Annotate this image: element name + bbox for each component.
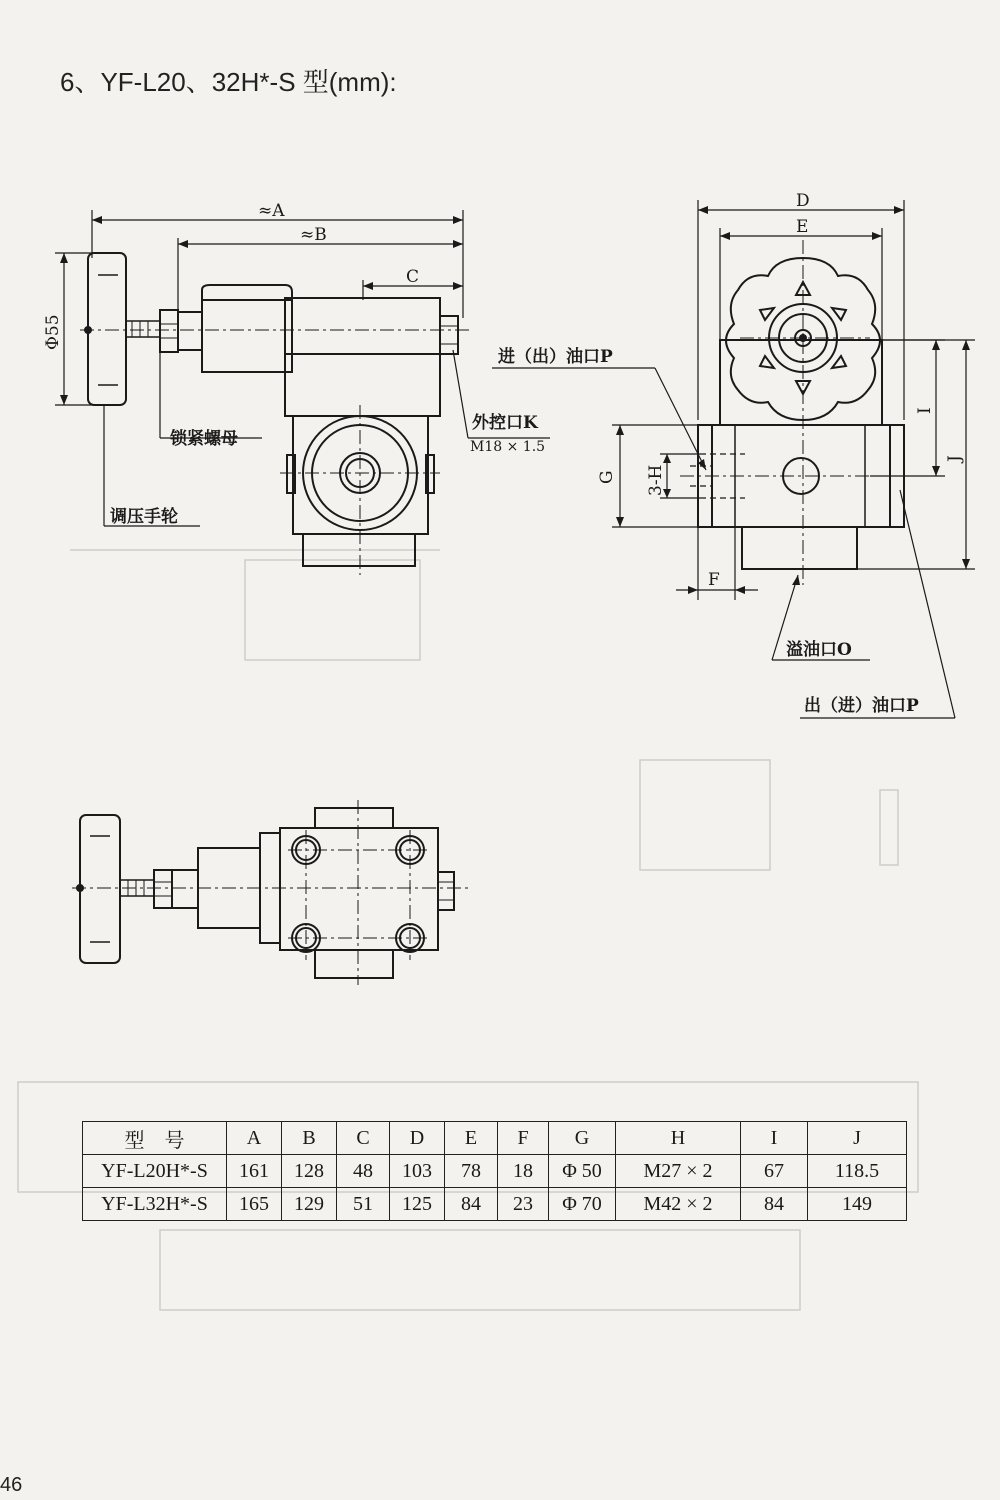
page-heading: 6、YF-L20、32H*-S 型(mm): xyxy=(60,67,397,97)
cell-C: 51 xyxy=(337,1188,390,1221)
top-handwheel-shape xyxy=(80,815,120,963)
cell-F: 23 xyxy=(498,1188,549,1221)
cell-A: 161 xyxy=(227,1155,282,1188)
cell-B: 129 xyxy=(282,1188,337,1221)
side-view-dimensions xyxy=(492,200,975,718)
cell-I: 84 xyxy=(741,1188,808,1221)
cell-I: 67 xyxy=(741,1155,808,1188)
header-I: I xyxy=(741,1122,808,1155)
cell-A: 165 xyxy=(227,1188,282,1221)
header-H: H xyxy=(616,1122,741,1155)
ext-port-fitting xyxy=(440,316,458,354)
table-row xyxy=(83,1188,907,1221)
header-B: B xyxy=(282,1122,337,1155)
header-model: 型 号 xyxy=(83,1122,227,1155)
cell-F: 18 xyxy=(498,1155,549,1188)
dim-E-label: E xyxy=(796,217,809,237)
cell-C: 48 xyxy=(337,1155,390,1188)
dim-G-label: G xyxy=(597,470,617,484)
handwheel-label: 调压手轮 xyxy=(110,507,178,527)
side-view-arrows xyxy=(616,206,970,594)
header-J: J xyxy=(808,1122,907,1155)
header-A: A xyxy=(227,1122,282,1155)
overflow-port-label: 溢油口O xyxy=(786,640,852,660)
dim-A-label: ≈A xyxy=(258,201,285,221)
header-G: G xyxy=(549,1122,616,1155)
outlet-port-label: 出（进）油口P xyxy=(804,696,919,716)
dim-phi55-label: Φ55 xyxy=(43,314,63,350)
dim-F-label: F xyxy=(708,570,720,590)
cell-J: 118.5 xyxy=(808,1155,907,1188)
lock-nut-label: 锁紧螺母 xyxy=(170,429,238,449)
ext-port-label: 外控口K xyxy=(472,413,538,433)
dim-J-label: J xyxy=(945,455,965,462)
ext-port-thread-label: M18 × 1.5 xyxy=(470,439,546,455)
header-E: E xyxy=(445,1122,498,1155)
cell-model: YF-L32H*-S xyxy=(83,1188,227,1221)
cell-B: 128 xyxy=(282,1155,337,1188)
inlet-port-label: 进（出）油口P xyxy=(498,347,613,367)
spec-table xyxy=(82,1121,907,1221)
cell-E: 78 xyxy=(445,1155,498,1188)
cell-model: YF-L20H*-S xyxy=(83,1155,227,1188)
table-row xyxy=(83,1155,907,1188)
dim-3H-label: 3-H xyxy=(646,464,666,496)
header-D: D xyxy=(390,1122,445,1155)
header-C: C xyxy=(337,1122,390,1155)
handwheel-shape xyxy=(88,253,126,405)
cell-E: 84 xyxy=(445,1188,498,1221)
cell-G: Φ 70 xyxy=(549,1188,616,1221)
header-F: F xyxy=(498,1122,549,1155)
table-header-row xyxy=(83,1122,907,1155)
dim-B-label: ≈B xyxy=(300,225,327,245)
page-number: 46 xyxy=(0,1474,23,1496)
side-view xyxy=(680,240,915,585)
dim-C-label: C xyxy=(406,267,420,287)
lock-nut-shape xyxy=(160,310,178,352)
cell-D: 125 xyxy=(390,1188,445,1221)
dim-I-label: I xyxy=(915,407,935,414)
cell-D: 103 xyxy=(390,1155,445,1188)
dim-D-label: D xyxy=(796,191,810,211)
cell-G: Φ 50 xyxy=(549,1155,616,1188)
cell-H: M27 × 2 xyxy=(616,1155,741,1188)
cell-J: 149 xyxy=(808,1188,907,1221)
top-view xyxy=(72,800,470,985)
cell-H: M42 × 2 xyxy=(616,1188,741,1221)
